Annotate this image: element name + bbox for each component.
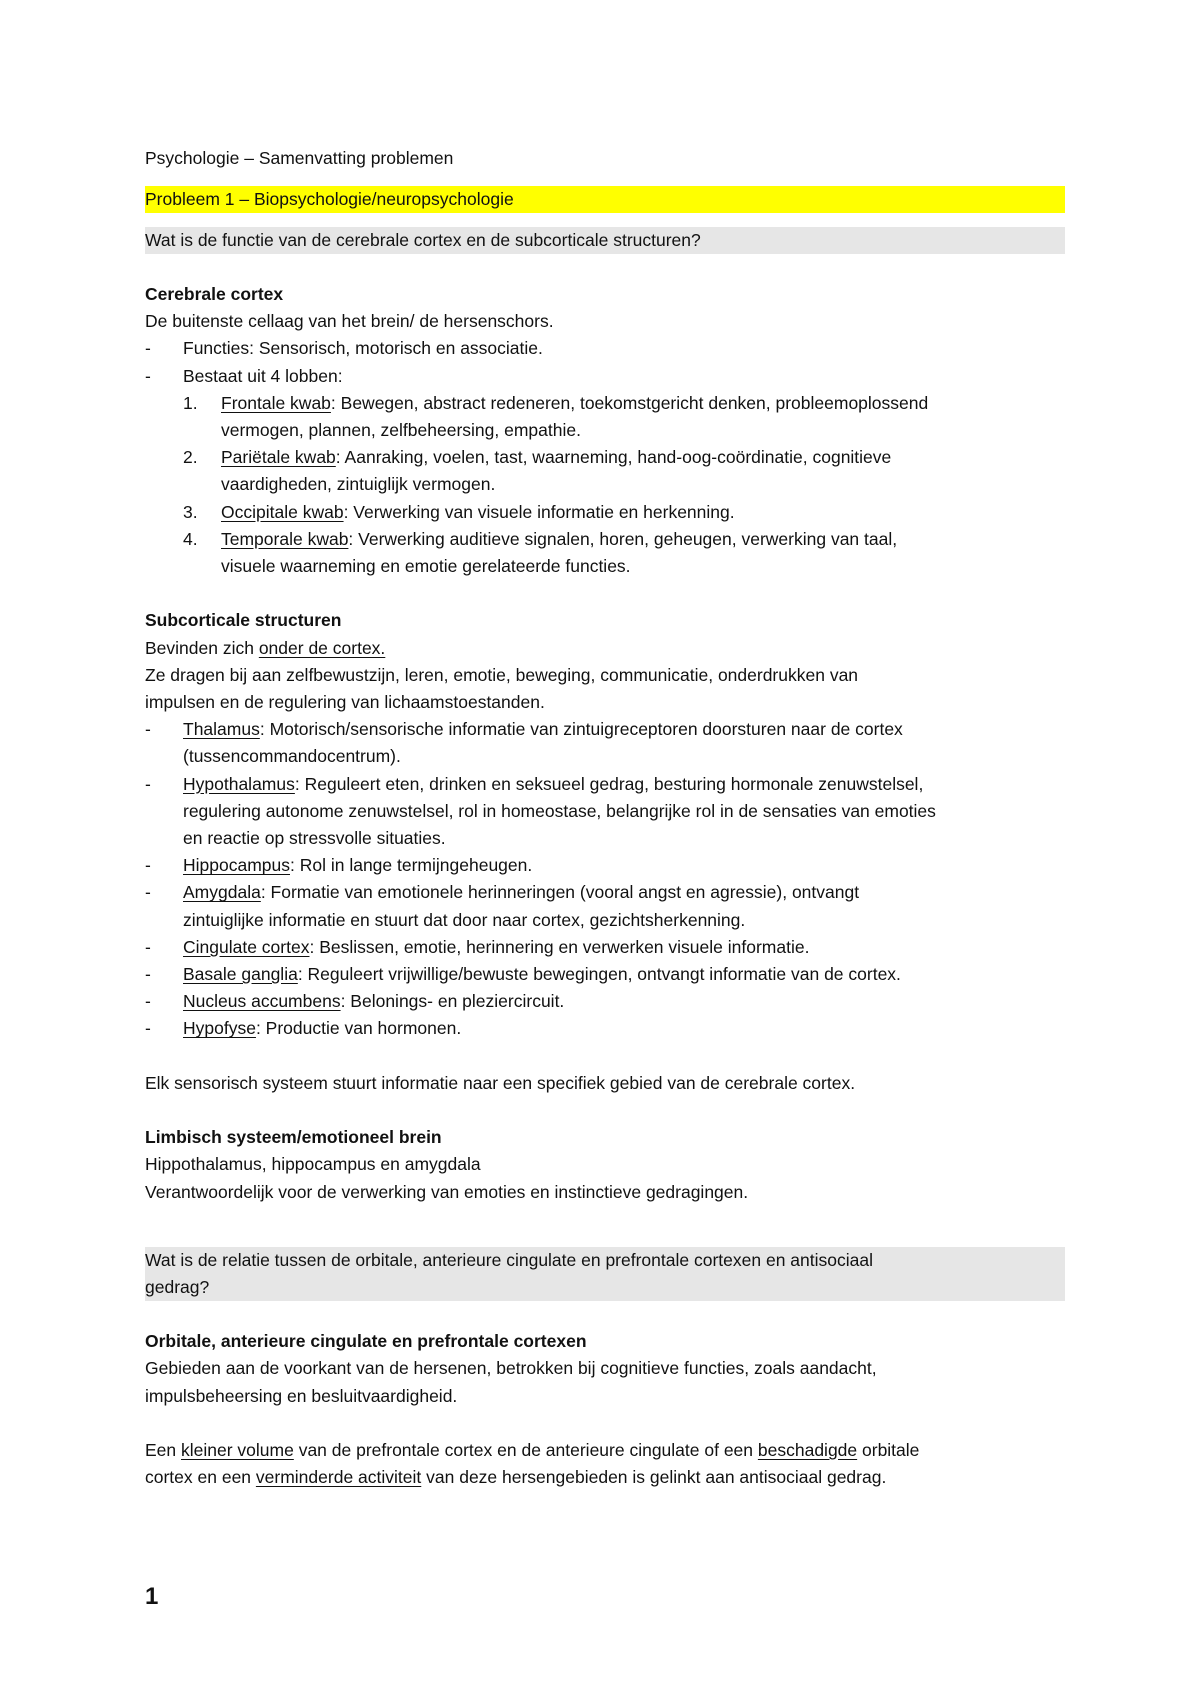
lobe-term: Pariëtale kwab — [221, 447, 336, 468]
structure-description: : Reguleert vrijwillige/bewuste bewegingen, ontvangt informatie van de cortex. — [297, 964, 901, 985]
page-content — [145, 145, 1065, 1491]
list-number: 2. — [183, 447, 198, 468]
intro-underlined: onder de cortex. — [258, 637, 386, 658]
text-run: Een — [145, 1440, 181, 1461]
orbital-paragraph-line — [145, 1437, 1065, 1464]
orbital-line: impulsbeheersing en besluitvaardigheid. — [145, 1385, 458, 1406]
lobe-description: : Verwerking van visuele informatie en herkenning. — [343, 501, 735, 522]
lobe-term: Frontale kwab — [221, 392, 331, 413]
structure-description-cont: en reactie op stressvolle situaties. — [183, 828, 446, 849]
list-item-text: Functies: Sensorisch, motorisch en associatie. — [183, 338, 543, 359]
structure-term: Basale ganglia — [183, 964, 298, 985]
structure-term: Hypothalamus — [183, 773, 295, 794]
limbic-line: Hippothalamus, hippocampus en amygdala — [145, 1154, 481, 1175]
question-heading-1: Wat is de functie van de cerebrale cortex en de subcorticale structuren? — [145, 227, 1065, 254]
structure-item-hypothalamus — [145, 771, 1065, 853]
structure-term: Nucleus accumbens — [183, 991, 341, 1012]
page-number: 1 — [145, 1583, 159, 1610]
structure-description: : Reguleert eten, drinken en seksueel gedrag, besturing hormonale zenuwstelsel, — [294, 773, 924, 794]
structure-term: Cingulate cortex — [183, 936, 310, 957]
question-line: Wat is de relatie tussen de orbitale, anterieure cingulate en prefrontale cortexen en antisociaal — [145, 1249, 873, 1270]
lobes-list — [145, 390, 1065, 580]
bullet-dash: - — [145, 719, 151, 740]
section-heading-limbic: Limbisch systeem/emotioneel brein — [145, 1127, 442, 1148]
structure-description-cont: (tussencommandocentrum). — [183, 746, 401, 767]
orbital-paragraph-line — [145, 1464, 1065, 1491]
structure-term: Hypofyse — [183, 1018, 256, 1039]
subcortical-paragraph-line: impulsen en de regulering van lichaamstoestanden. — [145, 692, 545, 713]
question-line: gedrag? — [145, 1276, 210, 1297]
bullet-dash: - — [145, 773, 151, 794]
structure-description: : Beslissen, emotie, herinnering en verwerken visuele informatie. — [309, 936, 810, 957]
section-heading-orbital: Orbitale, anterieure cingulate en prefrontale cortexen — [145, 1331, 587, 1352]
list-number: 4. — [183, 528, 198, 549]
structure-item-hippocampus — [145, 852, 1065, 879]
lobe-description-cont: vaardigheden, zintuiglijk vermogen. — [221, 474, 496, 495]
lobe-description-cont: vermogen, plannen, zelfbeheersing, empathie. — [221, 420, 581, 440]
structure-term: Thalamus — [183, 719, 260, 740]
bullet-dash: - — [145, 964, 151, 985]
structure-item-cingulate-cortex — [145, 934, 1065, 961]
structure-description-cont: zintuiglijke informatie en stuurt dat door naar cortex, gezichtsherkenning. — [183, 909, 746, 930]
subcortical-paragraph-line: Ze dragen bij aan zelfbewustzijn, leren, emotie, beweging, communicatie, onderdrukken van — [145, 664, 859, 685]
lobe-item — [183, 390, 1065, 444]
underlined-term: verminderde activiteit — [255, 1467, 422, 1488]
bullet-dash: - — [145, 991, 151, 1012]
structure-term: Amygdala — [183, 882, 261, 903]
cerebral-intro: De buitenste cellaag van het brein/ de hersenschors. — [145, 311, 554, 332]
structure-item-thalamus — [145, 716, 1065, 770]
structure-description: : Belonings- en pleziercircuit. — [340, 991, 565, 1012]
structure-item-nucleus-accumbens — [145, 988, 1065, 1015]
list-number: 1. — [183, 392, 198, 413]
structure-description: : Formatie van emotionele herinneringen (vooral angst en agressie), ontvangt — [260, 882, 860, 903]
document-title: Psychologie – Samenvatting problemen — [145, 148, 454, 168]
problem-heading: Probleem 1 – Biopsychologie/neuropsychologie — [145, 186, 1065, 213]
subcortical-intro — [145, 635, 1065, 662]
section-heading-subcortical: Subcorticale structuren — [145, 610, 342, 631]
lobe-item — [183, 499, 1065, 526]
bullet-dash: - — [145, 338, 151, 359]
bullet-dash: - — [145, 855, 151, 876]
underlined-term: beschadigde — [757, 1440, 858, 1461]
list-item — [145, 335, 1065, 362]
text-run: orbitale — [857, 1440, 920, 1461]
bullet-dash: - — [145, 936, 151, 957]
intro-prefix: Bevinden zich — [145, 637, 259, 658]
text-run: van de prefrontale cortex en de anterieure cingulate of een — [293, 1440, 758, 1461]
structure-item-hypofyse — [145, 1015, 1065, 1042]
underlined-term: kleiner volume — [181, 1440, 294, 1461]
lobe-description: : Aanraking, voelen, tast, waarneming, hand-oog-coördinatie, cognitieve — [335, 447, 892, 468]
lobe-item — [183, 444, 1065, 498]
structure-description: : Productie van hormonen. — [255, 1018, 462, 1039]
structure-item-basale-ganglia — [145, 961, 1065, 988]
orbital-line: Gebieden aan de voorkant van de hersenen, betrokken bij cognitieve functies, zoals aandacht, — [145, 1358, 877, 1379]
list-number: 3. — [183, 501, 198, 522]
structure-term: Hippocampus — [183, 855, 290, 876]
lobe-description: : Verwerking auditieve signalen, horen, geheugen, verwerking van taal, — [348, 528, 898, 549]
structure-item-amygdala — [145, 879, 1065, 933]
structure-description: : Rol in lange termijngeheugen. — [290, 855, 533, 876]
list-item — [145, 363, 1065, 390]
bullet-dash: - — [145, 1018, 151, 1039]
limbic-line: Verantwoordelijk voor de verwerking van emoties en instinctieve gedragingen. — [145, 1181, 749, 1202]
text-run: van deze hersengebieden is gelinkt aan antisociaal gedrag. — [421, 1467, 887, 1488]
lobe-term: Occipitale kwab — [221, 501, 344, 522]
structure-description: : Motorisch/sensorische informatie van zintuigreceptoren doorsturen naar de cortex — [259, 719, 903, 740]
list-item-text: Bestaat uit 4 lobben: — [183, 365, 343, 386]
structure-description-cont: regulering autonome zenuwstelsel, rol in homeostase, belangrijke rol in de sensaties van emoties — [183, 800, 936, 821]
lobe-description-cont: visuele waarneming en emotie gerelateerde functies. — [221, 556, 631, 577]
sensory-sentence: Elk sensorisch systeem stuurt informatie naar een specifiek gebied van de cerebrale cortex. — [145, 1072, 856, 1093]
question-heading-2 — [145, 1247, 1065, 1301]
lobe-description: : Bewegen, abstract redeneren, toekomstgericht denken, probleemoplossend — [330, 392, 929, 413]
lobe-term: Temporale kwab — [221, 528, 349, 549]
bullet-dash: - — [145, 365, 151, 386]
bullet-dash: - — [145, 882, 151, 903]
text-run: cortex en een — [145, 1467, 256, 1488]
lobe-item — [183, 526, 1065, 580]
section-heading-cerebral-cortex: Cerebrale cortex — [145, 283, 284, 304]
